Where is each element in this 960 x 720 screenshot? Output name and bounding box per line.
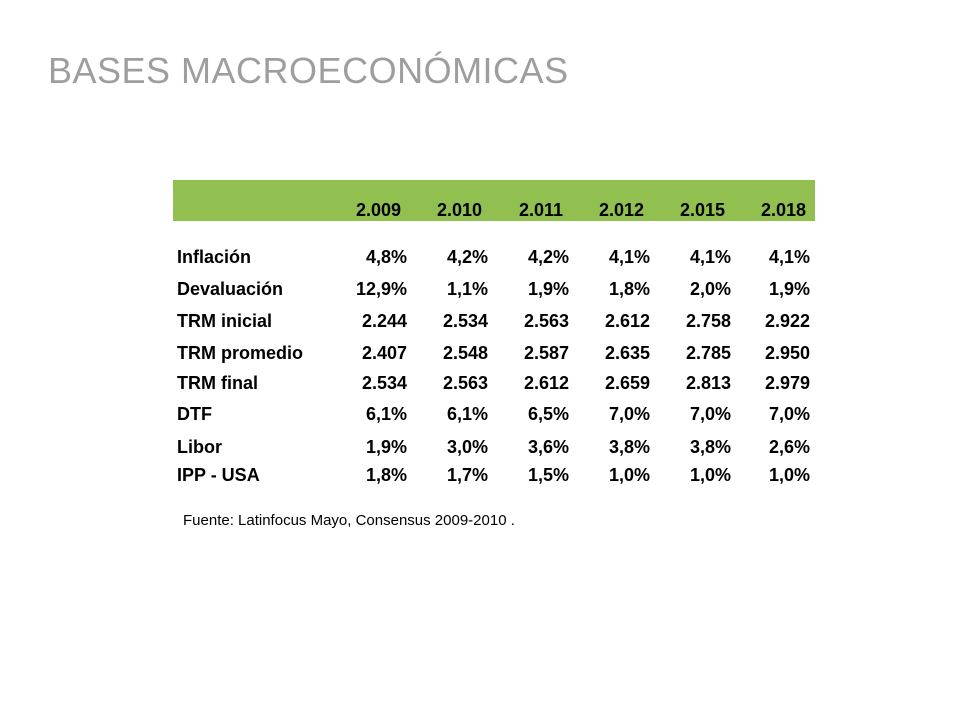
table-cell: 2.587 <box>523 343 569 363</box>
row-label-dtf: DTF <box>177 404 212 424</box>
table-cell: 2.659 <box>604 373 650 393</box>
table-cell: 1,0% <box>689 465 731 485</box>
table-cell: 1,7% <box>446 465 488 485</box>
row-label-devaluacion: Devaluación <box>177 279 284 299</box>
table-cell: 2.548 <box>442 343 488 363</box>
table-cell: 2.534 <box>442 311 488 331</box>
table-cell: 1,9% <box>768 279 810 299</box>
table-cell: 7,0% <box>689 404 731 424</box>
table-cell: 2.244 <box>361 311 407 331</box>
table-cell: 1,8% <box>608 279 650 299</box>
table-cell: 7,0% <box>608 404 650 424</box>
row-label-trm-final: TRM final <box>177 373 258 393</box>
table-cell: 2.813 <box>685 373 731 393</box>
table-cell: 4,2% <box>527 247 569 267</box>
year-header-2011: 2.011 <box>518 200 563 220</box>
table-cell: 1,1% <box>446 279 488 299</box>
table-cell: 12,9% <box>355 279 407 299</box>
table-cell: 2.635 <box>604 343 650 363</box>
table-cell: 2.563 <box>442 373 488 393</box>
year-header-2015: 2.015 <box>679 200 725 220</box>
row-label-trm-promedio: TRM promedio <box>177 343 303 363</box>
table-cell: 2.950 <box>764 343 810 363</box>
table-cell: 6,1% <box>446 404 488 424</box>
table-cell: 2.922 <box>764 311 810 331</box>
table-cell: 2.563 <box>523 311 569 331</box>
table-cell: 4,8% <box>365 247 407 267</box>
table-cell: 1,9% <box>365 437 407 457</box>
year-header-2012: 2.012 <box>598 200 644 220</box>
table-cell: 2.758 <box>685 311 731 331</box>
table-cell: 3,8% <box>608 437 650 457</box>
table-cell: 6,1% <box>365 404 407 424</box>
table-cell: 2.612 <box>604 311 650 331</box>
row-label-libor: Libor <box>177 437 222 457</box>
table-cell: 4,1% <box>689 247 731 267</box>
table-cell: 1,8% <box>365 465 407 485</box>
table-cell: 2,6% <box>768 437 810 457</box>
year-header-2010: 2.010 <box>436 200 482 220</box>
row-label-inflacion: Inflación <box>177 247 252 267</box>
table-cell: 4,1% <box>608 247 650 267</box>
table-cell: 1,0% <box>608 465 650 485</box>
table-cell: 2.534 <box>361 373 407 393</box>
table-cell: 2.407 <box>361 343 407 363</box>
table-cell: 2.612 <box>523 373 569 393</box>
year-header-2018: 2.018 <box>760 200 806 220</box>
page-title: BASES MACROECONÓMICAS <box>48 50 569 91</box>
table-cell: 3,0% <box>446 437 488 457</box>
table-cell: 3,6% <box>527 437 569 457</box>
table-cell: 6,5% <box>527 404 569 424</box>
table-cell: 4,2% <box>446 247 488 267</box>
table-cell: 1,0% <box>768 465 810 485</box>
source-note: Fuente: Latinfocus Mayo, Consensus 2009-2010 . <box>183 512 515 529</box>
table-cell: 7,0% <box>768 404 810 424</box>
year-header-2009: 2.009 <box>355 200 401 220</box>
table-cell: 2.785 <box>685 343 731 363</box>
table-cell: 1,5% <box>527 465 569 485</box>
row-label-trm-inicial: TRM inicial <box>177 311 273 331</box>
row-label-ipp-usa: IPP - USA <box>177 465 260 485</box>
table-cell: 3,8% <box>689 437 731 457</box>
table-cell: 2.979 <box>764 373 810 393</box>
table-cell: 2,0% <box>689 279 731 299</box>
table-cell: 4,1% <box>768 247 810 267</box>
table-cell: 1,9% <box>527 279 569 299</box>
